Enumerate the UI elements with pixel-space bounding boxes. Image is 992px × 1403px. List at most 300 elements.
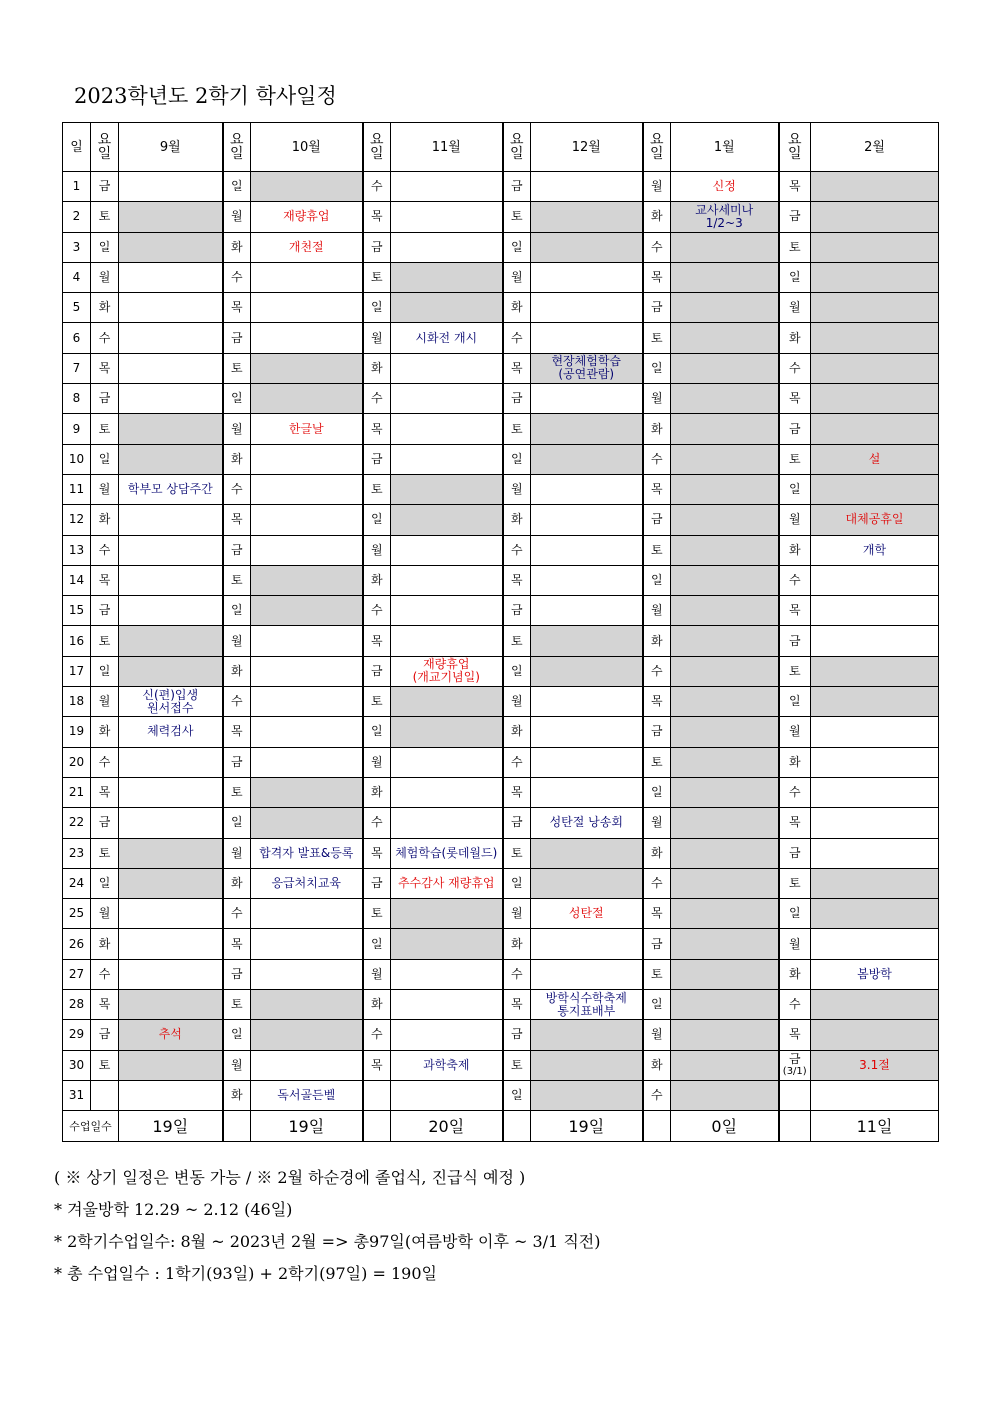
page-title: 2023학년도 2학기 학사일정 <box>74 84 337 108</box>
event-cell: 봄방학 <box>811 959 939 989</box>
weekday-cell: 일 <box>779 474 811 504</box>
event-cell <box>251 293 363 323</box>
weekday-cell: 토 <box>363 262 391 292</box>
weekday-cell: 목 <box>503 353 531 383</box>
event-cell <box>531 747 643 777</box>
weekday-cell: 일 <box>91 656 119 686</box>
event-cell <box>671 414 779 444</box>
event-cell <box>391 626 503 656</box>
event-cell <box>811 777 939 807</box>
event-cell <box>671 808 779 838</box>
weekday-cell: 토 <box>503 626 531 656</box>
weekday-cell: 월 <box>779 505 811 535</box>
weekday-cell: 토 <box>643 323 671 353</box>
weekday-cell: 금 <box>503 384 531 414</box>
weekday-cell: 화 <box>91 505 119 535</box>
weekday-cell: 월 <box>643 384 671 414</box>
table-row <box>63 687 939 717</box>
weekday-cell: 일 <box>223 1020 251 1050</box>
weekday-cell: 화 <box>503 717 531 747</box>
day-cell: 10 <box>63 444 91 474</box>
event-cell <box>391 565 503 595</box>
weekday-cell: 수 <box>363 172 391 202</box>
event-cell <box>531 596 643 626</box>
event-cell <box>119 444 223 474</box>
event-cell <box>119 353 223 383</box>
weekday-cell: 토 <box>503 414 531 444</box>
event-cell <box>119 172 223 202</box>
weekday-cell: 수 <box>363 596 391 626</box>
weekday-cell: 토 <box>91 838 119 868</box>
weekday-cell: 금 <box>91 172 119 202</box>
table-row <box>63 838 939 868</box>
event-cell <box>671 384 779 414</box>
totals-spacer <box>643 1111 671 1142</box>
event-cell <box>811 414 939 444</box>
weekday-cell: 금 <box>643 293 671 323</box>
weekday-cell: 일 <box>223 808 251 838</box>
weekday-cell: 화 <box>223 232 251 262</box>
day-cell: 21 <box>63 777 91 807</box>
weekday-cell: 수 <box>91 959 119 989</box>
event-cell <box>811 808 939 838</box>
weekday-cell: 화 <box>363 777 391 807</box>
table-row <box>63 656 939 686</box>
day-cell: 8 <box>63 384 91 414</box>
event-cell: 교사세미나 1/2~3 <box>671 202 779 232</box>
event-cell: 추석 <box>119 1020 223 1050</box>
event-cell <box>391 929 503 959</box>
event-cell <box>251 990 363 1020</box>
weekday-cell: 화 <box>643 1050 671 1080</box>
event-cell <box>119 747 223 777</box>
weekday-cell: 일 <box>223 384 251 414</box>
weekday-cell: 월 <box>643 1020 671 1050</box>
event-cell <box>119 959 223 989</box>
weekday-cell: 화 <box>643 626 671 656</box>
weekday-cell: 수 <box>91 323 119 353</box>
event-cell <box>251 717 363 747</box>
weekday-cell: 금 <box>779 202 811 232</box>
table-row <box>63 1080 939 1110</box>
table-row <box>63 717 939 747</box>
event-cell <box>531 293 643 323</box>
day-cell: 19 <box>63 717 91 747</box>
event-cell <box>391 808 503 838</box>
event-cell <box>251 323 363 353</box>
day-cell: 22 <box>63 808 91 838</box>
event-cell <box>119 1050 223 1080</box>
event-cell <box>391 990 503 1020</box>
weekday-cell: 토 <box>363 687 391 717</box>
weekday-cell: 일 <box>643 565 671 595</box>
day-cell: 12 <box>63 505 91 535</box>
event-cell <box>391 353 503 383</box>
event-cell <box>251 626 363 656</box>
event-cell <box>251 656 363 686</box>
weekday-cell: 목 <box>643 687 671 717</box>
event-cell <box>531 323 643 353</box>
event-cell <box>251 172 363 202</box>
table-row <box>63 444 939 474</box>
weekday-cell: 월 <box>503 474 531 504</box>
event-cell <box>391 232 503 262</box>
table-row <box>63 323 939 353</box>
event-cell <box>671 1080 779 1110</box>
weekday-cell: 토 <box>91 414 119 444</box>
event-cell <box>671 474 779 504</box>
event-cell <box>531 565 643 595</box>
event-cell <box>251 959 363 989</box>
weekday-cell: 일 <box>779 262 811 292</box>
weekday-cell: 화 <box>643 202 671 232</box>
event-cell <box>119 384 223 414</box>
table-row <box>63 505 939 535</box>
event-cell <box>811 990 939 1020</box>
weekday-cell: 토 <box>223 990 251 1020</box>
event-cell: 개학 <box>811 535 939 565</box>
weekday-cell: 목 <box>91 353 119 383</box>
weekday-cell: 월 <box>91 899 119 929</box>
table-row <box>63 384 939 414</box>
totals-row <box>63 1111 939 1142</box>
weekday-cell: 목 <box>223 929 251 959</box>
weekday-cell: 월 <box>643 172 671 202</box>
weekday-cell: 월 <box>91 687 119 717</box>
weekday-cell: 월 <box>779 929 811 959</box>
weekday-cell: 수 <box>503 959 531 989</box>
weekday-cell: 금 <box>223 747 251 777</box>
event-cell <box>531 717 643 747</box>
totals-spacer <box>779 1111 811 1142</box>
event-cell: 추수감사 재량휴업 <box>391 868 503 898</box>
weekday-cell: 금 <box>363 232 391 262</box>
weekday-cell: 목 <box>503 990 531 1020</box>
weekday-cell: 토 <box>91 202 119 232</box>
weekday-cell: 토 <box>223 777 251 807</box>
event-cell <box>119 929 223 959</box>
event-cell <box>671 990 779 1020</box>
weekday-cell: 금 <box>91 384 119 414</box>
weekday-cell: 월 <box>91 262 119 292</box>
day-cell: 17 <box>63 656 91 686</box>
table-row <box>63 959 939 989</box>
header-weekday: 요일 <box>223 123 251 172</box>
event-cell <box>119 656 223 686</box>
event-cell <box>811 687 939 717</box>
day-cell: 18 <box>63 687 91 717</box>
event-cell <box>251 444 363 474</box>
event-cell <box>391 444 503 474</box>
event-cell: 체력검사 <box>119 717 223 747</box>
event-cell <box>811 232 939 262</box>
weekday-cell: 화 <box>779 747 811 777</box>
event-cell <box>391 1080 503 1110</box>
weekday-cell: 일 <box>91 444 119 474</box>
event-cell <box>811 656 939 686</box>
weekday-cell: 수 <box>363 808 391 838</box>
weekday-cell: 토 <box>91 1050 119 1080</box>
weekday-cell: 월 <box>779 717 811 747</box>
event-cell <box>671 868 779 898</box>
day-cell: 9 <box>63 414 91 444</box>
weekday-cell: 수 <box>643 232 671 262</box>
event-cell <box>531 777 643 807</box>
event-cell <box>811 929 939 959</box>
event-cell <box>251 505 363 535</box>
weekday-cell: 수 <box>363 1020 391 1050</box>
weekday-cell: 월 <box>643 596 671 626</box>
header-month-1: 9월 <box>119 123 223 172</box>
totals-value-5: 0일 <box>671 1111 779 1142</box>
weekday-cell: 일 <box>91 868 119 898</box>
weekday-cell: 토 <box>643 747 671 777</box>
weekday-cell: 일 <box>779 687 811 717</box>
event-cell: 한글날 <box>251 414 363 444</box>
weekday-cell: 화 <box>503 929 531 959</box>
event-cell <box>119 777 223 807</box>
day-cell: 27 <box>63 959 91 989</box>
weekday-cell: 수 <box>223 474 251 504</box>
weekday-cell: 월 <box>363 535 391 565</box>
weekday-cell: 화 <box>779 535 811 565</box>
weekday-cell: 금 <box>503 808 531 838</box>
totals-value-1: 19일 <box>119 1111 223 1142</box>
weekday-cell: 일 <box>503 656 531 686</box>
event-cell <box>811 899 939 929</box>
weekday-cell: 토 <box>779 444 811 474</box>
weekday-cell: 토 <box>91 626 119 656</box>
event-cell <box>391 202 503 232</box>
event-cell <box>251 353 363 383</box>
event-cell: 시화전 개시 <box>391 323 503 353</box>
weekday-cell: 목 <box>643 899 671 929</box>
day-cell: 14 <box>63 565 91 595</box>
weekday-cell: 일 <box>223 172 251 202</box>
note-line-4: * 총 수업일수 : 1학기(93일) + 2학기(97일) = 190일 <box>54 1264 437 1283</box>
totals-value-6: 11일 <box>811 1111 939 1142</box>
weekday-cell: 금 <box>363 444 391 474</box>
weekday-cell: 수 <box>503 323 531 353</box>
weekday-cell: 목 <box>91 565 119 595</box>
weekday-cell: 일 <box>643 990 671 1020</box>
event-cell <box>811 1080 939 1110</box>
event-cell <box>391 596 503 626</box>
event-cell: 3.1절 <box>811 1050 939 1080</box>
event-cell <box>531 444 643 474</box>
table-row <box>63 565 939 595</box>
table-row <box>63 868 939 898</box>
weekday-cell: 월 <box>503 687 531 717</box>
event-cell <box>391 717 503 747</box>
weekday-cell: 수 <box>223 687 251 717</box>
weekday-cell: 금 (3/1) <box>779 1050 811 1080</box>
weekday-cell: 수 <box>363 384 391 414</box>
weekday-cell: 금 <box>363 868 391 898</box>
event-cell <box>119 323 223 353</box>
weekday-cell: 목 <box>363 838 391 868</box>
weekday-cell: 수 <box>779 777 811 807</box>
weekday-cell: 목 <box>91 777 119 807</box>
event-cell <box>531 656 643 686</box>
day-cell: 7 <box>63 353 91 383</box>
event-cell <box>531 929 643 959</box>
totals-label: 수업일수 <box>63 1111 119 1142</box>
table-row <box>63 1050 939 1080</box>
weekday-cell: 일 <box>91 232 119 262</box>
weekday-cell: 화 <box>643 838 671 868</box>
event-cell <box>811 868 939 898</box>
day-cell: 4 <box>63 262 91 292</box>
event-cell <box>391 959 503 989</box>
event-cell <box>391 474 503 504</box>
weekday-cell: 목 <box>779 384 811 414</box>
event-cell <box>119 596 223 626</box>
weekday-cell: 화 <box>91 717 119 747</box>
event-cell <box>811 565 939 595</box>
event-cell <box>391 535 503 565</box>
event-cell <box>531 202 643 232</box>
event-cell <box>531 232 643 262</box>
event-cell <box>531 959 643 989</box>
weekday-cell: 월 <box>223 202 251 232</box>
event-cell: 개천절 <box>251 232 363 262</box>
day-cell: 3 <box>63 232 91 262</box>
weekday-cell: 일 <box>503 444 531 474</box>
weekday-cell: 수 <box>223 899 251 929</box>
weekday-cell: 토 <box>223 565 251 595</box>
event-cell <box>119 262 223 292</box>
table-row <box>63 535 939 565</box>
event-cell <box>251 535 363 565</box>
day-cell: 1 <box>63 172 91 202</box>
day-cell: 26 <box>63 929 91 959</box>
weekday-cell: 월 <box>779 293 811 323</box>
event-cell <box>391 747 503 777</box>
weekday-cell: 화 <box>503 293 531 323</box>
weekday-cell: 월 <box>503 262 531 292</box>
weekday-cell: 목 <box>779 808 811 838</box>
event-cell <box>391 687 503 717</box>
event-cell <box>119 414 223 444</box>
event-cell <box>251 565 363 595</box>
weekday-cell: 목 <box>363 202 391 232</box>
weekday-cell: 화 <box>223 444 251 474</box>
event-cell: 신정 <box>671 172 779 202</box>
event-cell <box>391 293 503 323</box>
event-cell <box>811 1020 939 1050</box>
weekday-cell: 금 <box>91 1020 119 1050</box>
event-cell <box>811 838 939 868</box>
weekday-cell: 목 <box>363 626 391 656</box>
event-cell: 재량휴업 (개교기념일) <box>391 656 503 686</box>
day-cell: 29 <box>63 1020 91 1050</box>
event-cell: 방학식수학축제 통지표배부 <box>531 990 643 1020</box>
day-cell: 2 <box>63 202 91 232</box>
weekday-cell: 토 <box>223 353 251 383</box>
event-cell <box>671 838 779 868</box>
day-cell: 5 <box>63 293 91 323</box>
event-cell <box>119 899 223 929</box>
weekday-cell: 목 <box>503 777 531 807</box>
event-cell <box>671 353 779 383</box>
event-cell <box>251 777 363 807</box>
note-line-1: ( ※ 상기 일정은 변동 가능 / ※ 2월 하순경에 졸업식, 진급식 예정 ) <box>54 1168 526 1187</box>
event-cell <box>251 1050 363 1080</box>
weekday-cell: 월 <box>223 838 251 868</box>
weekday-cell: 화 <box>91 929 119 959</box>
event-cell <box>119 1080 223 1110</box>
weekday-cell: 화 <box>779 323 811 353</box>
event-cell <box>391 777 503 807</box>
event-cell <box>251 596 363 626</box>
weekday-cell: 화 <box>223 868 251 898</box>
event-cell <box>811 353 939 383</box>
event-cell <box>531 172 643 202</box>
event-cell <box>671 596 779 626</box>
event-cell <box>531 1080 643 1110</box>
totals-value-2: 19일 <box>251 1111 363 1142</box>
event-cell <box>671 535 779 565</box>
table-row <box>63 474 939 504</box>
header-weekday: 요일 <box>779 123 811 172</box>
header-month-6: 2월 <box>811 123 939 172</box>
weekday-cell: 화 <box>91 293 119 323</box>
weekday-cell: 월 <box>223 1050 251 1080</box>
event-cell <box>119 202 223 232</box>
weekday-cell: 토 <box>503 1050 531 1080</box>
weekday-cell: 금 <box>503 596 531 626</box>
day-cell: 23 <box>63 838 91 868</box>
weekday-cell: 수 <box>91 535 119 565</box>
event-cell <box>811 293 939 323</box>
day-cell: 28 <box>63 990 91 1020</box>
weekday-cell: 일 <box>363 505 391 535</box>
weekday-cell <box>363 1080 391 1110</box>
weekday-cell: 일 <box>503 868 531 898</box>
event-cell <box>391 384 503 414</box>
event-cell <box>671 899 779 929</box>
weekday-cell: 수 <box>223 262 251 292</box>
weekday-cell: 월 <box>223 626 251 656</box>
event-cell: 성탄절 <box>531 899 643 929</box>
weekday-cell: 화 <box>363 565 391 595</box>
table-row <box>63 414 939 444</box>
event-cell <box>811 172 939 202</box>
event-cell <box>671 444 779 474</box>
table-row <box>63 1020 939 1050</box>
event-cell <box>119 808 223 838</box>
weekday-cell: 일 <box>363 717 391 747</box>
header-weekday: 요일 <box>643 123 671 172</box>
event-cell <box>671 717 779 747</box>
event-cell <box>119 868 223 898</box>
table-row <box>63 172 939 202</box>
totals-value-3: 20일 <box>391 1111 503 1142</box>
event-cell: 재량휴업 <box>251 202 363 232</box>
event-cell <box>251 474 363 504</box>
weekday-cell: 수 <box>779 990 811 1020</box>
table-row <box>63 777 939 807</box>
weekday-cell: 일 <box>503 232 531 262</box>
note-line-3: * 2학기수업일수: 8월 ~ 2023년 2월 => 총97일(여름방학 이후 ~ 3/1 직전) <box>54 1232 601 1251</box>
event-cell <box>671 262 779 292</box>
event-cell <box>671 565 779 595</box>
totals-spacer <box>223 1111 251 1142</box>
event-cell <box>671 747 779 777</box>
event-cell <box>531 262 643 292</box>
weekday-cell: 일 <box>643 777 671 807</box>
